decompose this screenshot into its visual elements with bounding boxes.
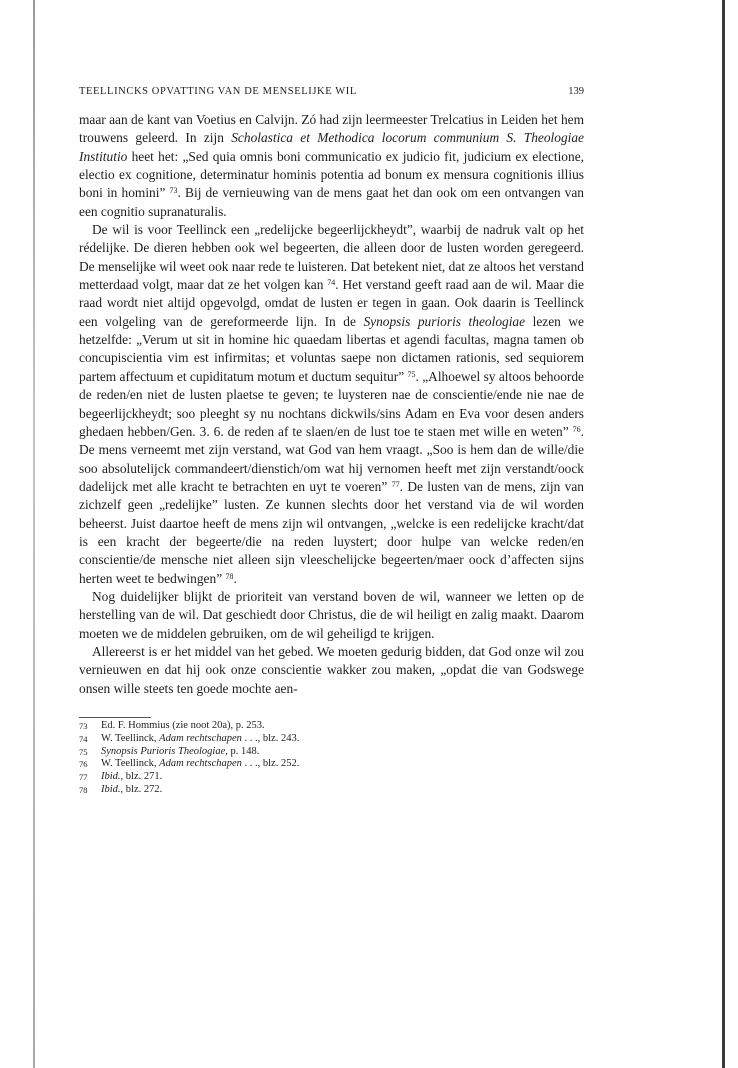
footnote-reference: 74	[327, 278, 336, 288]
text-run: . De lusten van de mens, zijn van zichzelf geen „redelijke” lusten. Ze kunnen slechts door het verstand via de wil worden beheerst. Juist daartoe heeft de mens zijn wil ontvangen, „welcke is een redelijcke kracht/dat is een kracht der begeerte/die na reden luystert; door hulpe van welcke reden/en conscientie/de mensche niet alleen sijn vleeschelijcke begeerten/maer oock d’affecten sijns herten weet te bedwingen”	[79, 478, 584, 586]
text-run: heet het: „Sed quia omnis boni communicatio ex judicio fit, judicium ex electione, electio ex cognitione, determinatur hominis potentia ad bonum ex mensura cognitionis illius boni in homini”	[79, 148, 584, 201]
running-head-title: TEELLINCKS OPVATTING VAN DE MENSELIJKE WIL	[79, 86, 357, 97]
paragraph-1	[79, 111, 584, 221]
text-run: blz. 271.	[123, 771, 163, 783]
footnote-reference: 78	[225, 571, 234, 581]
footnote	[79, 758, 584, 771]
footnote-reference: 77	[391, 479, 400, 489]
footnote-text	[101, 771, 162, 784]
text-run: . De mens verneemt met zijn verstand, wat God van hem vraagt. „Soo is hem dan de wille/die soo absolutelijck commandeert/dienstich/om wat hij vernomen heeft met zijn verstandt/oock dadelijck met alle kracht te betrachten en uyt te voeren”	[79, 423, 584, 494]
footnote-text	[101, 733, 299, 746]
footnote-reference: 76	[572, 424, 581, 434]
running-head	[79, 86, 584, 97]
footnote-reference: 73	[169, 186, 178, 196]
paragraph-2	[79, 221, 584, 588]
paragraph-4	[79, 643, 584, 698]
footnote-number: 76	[79, 759, 88, 770]
italic-title: Ibid.,	[101, 783, 124, 795]
text-run: . „Alhoewel sy altoos behoorde de reden/en niet de lusten plaetse te geven; te luysteren nae de conscientie/ende nie nae de begeerlijckheydt; soo pleeght sy nu nochtans dickwils/sins Adam en Eva voor desen anders ghedaen hebben/Gen. 3. 6. de reden af te slaen/en de lust toe te staen met wille en weten”	[79, 368, 584, 439]
text-run: lezen we hetzelfde: „Verum ut sit in homine hic quaedam libertas et agendi facultas, magna tamen ob concupiscientia vim est infirmitas; et voluntas saepe non dictamen rationis, sed sequiorem partem affectuum et cupiditatum motum et ductum sequitur”	[79, 313, 585, 384]
text-run: . . ., blz. 243.	[241, 732, 300, 744]
paragraph-3	[79, 588, 584, 643]
text-run: W. Teellinck,	[101, 732, 160, 744]
scan-right-edge	[722, 0, 725, 1068]
text-run: . Het verstand geeft raad aan de wil. Maar die raad wordt niet altijd opgevolgd, omdat de lusten er tegen in gaan. Ook daarin is Teellinck een volgeling van de gereformeerde lijn. In de	[79, 277, 585, 329]
footnote-number: 78	[79, 784, 88, 795]
scan-left-edge	[33, 0, 35, 1068]
text-run: p. 148.	[227, 745, 260, 757]
italic-title: Synopsis Purioris Theologiae,	[101, 745, 228, 757]
body-text	[79, 111, 584, 698]
italic-title: Scholastica et Methodica locorum communium S. Theologiae Institutio	[79, 130, 584, 164]
text-run: Nog duidelijker blijkt de prioriteit van verstand boven de wil, wanneer we letten op de herstelling van de wil. Dat geschiedt door Christus, die de wil heiligt en zalig maakt. Daarom moeten we de middelen gebruiken, om de wil geheiligd te krijgen.	[79, 588, 584, 641]
book-page	[79, 86, 584, 797]
italic-title: Adam rechtschapen	[159, 732, 242, 744]
footnote	[79, 746, 584, 759]
footnote	[79, 784, 584, 797]
text-run: blz. 272.	[123, 783, 163, 795]
footnote-number: 75	[79, 746, 88, 757]
text-run: Ed. F. Hommius (zie noot 20a), p. 253.	[101, 720, 265, 731]
text-run: W. Teellinck,	[101, 758, 160, 770]
footnote-text	[101, 720, 265, 733]
text-run: . . ., blz. 252.	[241, 758, 300, 770]
footnotes	[79, 720, 584, 797]
footnote-number: 73	[79, 721, 88, 731]
footnote-reference: 75	[407, 369, 416, 379]
footnote-text	[101, 746, 259, 759]
footnote-number: 77	[79, 772, 88, 783]
footnote	[79, 720, 584, 733]
page-number: 139	[568, 86, 584, 97]
italic-title: Synopsis purioris theologiae	[363, 313, 526, 329]
footnote-number: 74	[79, 733, 88, 744]
italic-title: Adam rechtschapen	[159, 758, 242, 770]
footnote	[79, 733, 584, 746]
footnote-text	[101, 758, 299, 771]
text-run: De wil is voor Teellinck een „redelijcke begeerlijckheydt”, waarbij de nadruk valt op het rédelijke. De dieren hebben ook wel begeerten, die alleen door de lusten worden geregeerd. De menselijke wil weet ook naar rede te luisteren. Dat betekent niet, dat ze altoos het verstand metterdaad volgt, maar dat ze het volgen kan	[79, 222, 584, 293]
footnote	[79, 771, 584, 784]
text-run: .	[233, 570, 237, 586]
footnote-text	[101, 784, 162, 797]
text-run: Allereerst is er het middel van het gebed. We moeten gedurig bidden, dat God onze wil zou vernieuwen en dat hij ook onze conscientie wakker zou maken, „opdat die van Godswege onsen wille steets ten goede mochte aen-	[79, 643, 584, 696]
italic-title: Ibid.,	[101, 771, 124, 783]
text-run: . Bij de vernieuwing van de mens gaat het dan ook om een ontvangen van een cognitio supranaturalis.	[79, 185, 584, 219]
text-run: maar aan de kant van Voetius en Calvijn. Zó had zijn leermeester Trelcatius in Leiden het hem trouwens geleerd. In zijn	[79, 112, 584, 146]
footnote-divider	[79, 717, 151, 718]
